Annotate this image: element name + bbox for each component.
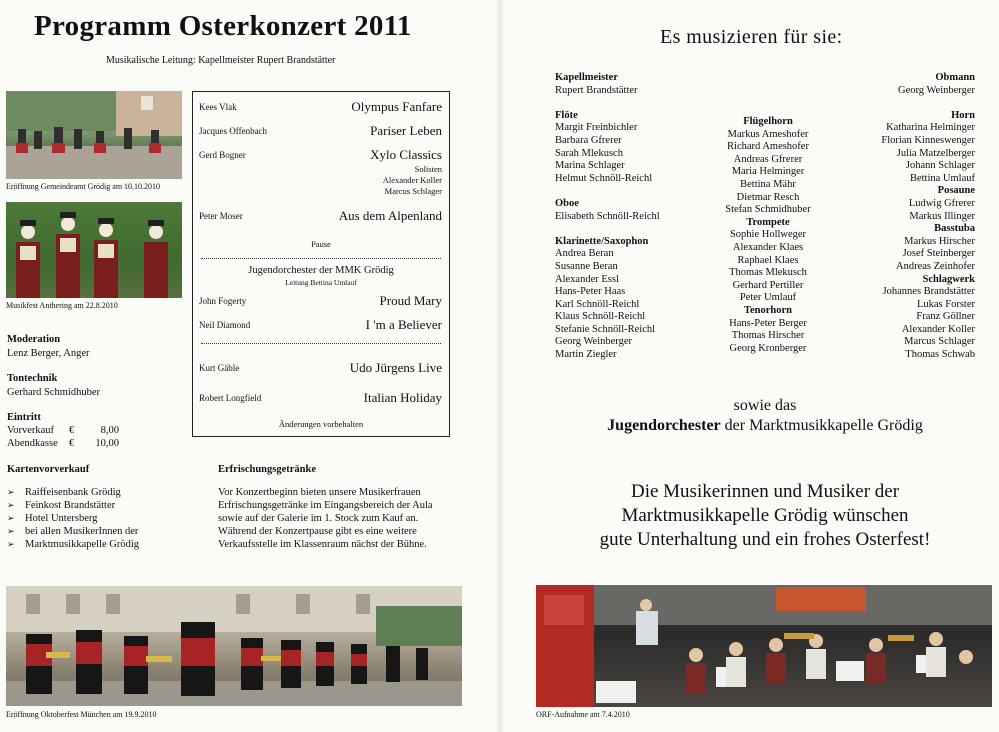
moderation-label: Moderation: [7, 334, 61, 345]
soloist: Marcus Schlager: [384, 186, 442, 196]
member-name: Thomas Mlekusch: [729, 267, 807, 279]
eintritt-label: Eintritt: [7, 412, 41, 423]
list-item: ➢ bei allen MusikerInnen der: [7, 525, 187, 538]
closing-wish: [540, 480, 990, 552]
section-heading: Oboe: [555, 197, 579, 209]
member-name: Martin Ziegler: [555, 349, 617, 361]
member-name: Raphael Klaes: [737, 254, 799, 266]
member-name: Josef Steinberger: [902, 248, 975, 260]
member-name: Alexander Essl: [555, 273, 619, 285]
member-name: Andrea Beran: [555, 248, 614, 260]
price-name: Vorverkauf: [7, 425, 55, 436]
erfrischung-label: Erfrischungsgetränke: [218, 464, 316, 475]
member-name: Marina Schlager: [555, 160, 625, 172]
member-name: Johann Schlager: [905, 160, 975, 172]
member-name: Sophie Hollweger: [729, 229, 807, 241]
dotted-divider: [201, 343, 441, 344]
price-currency: €: [69, 425, 75, 436]
section-heading: Kapellmeister: [555, 72, 618, 83]
list-item-text: Marktmusikkapelle Grödig: [25, 539, 140, 550]
piece-title: Aus dem Alpenland: [338, 208, 442, 223]
member-name: Thomas Hirscher: [731, 330, 805, 342]
kartenvorverkauf-label: Kartenvorverkauf: [7, 464, 90, 475]
member-name: Lukas Forster: [916, 298, 975, 310]
page-fold: [496, 0, 504, 732]
composer: Jacques Offenbach: [199, 126, 268, 136]
orchestra-rehearsal-illustration: [536, 585, 992, 707]
member-name: Markus Illinger: [909, 210, 975, 222]
members-column-3: [850, 72, 975, 362]
piece-title: Proud Mary: [379, 293, 442, 308]
member-name: Barbara Gfrerer: [555, 134, 622, 146]
page-title: Programm Osterkonzert 2011: [34, 10, 412, 42]
price-row-vorverkauf: [7, 424, 119, 437]
price-row-abendkasse: [7, 437, 119, 450]
photo-orf-recording: [536, 585, 992, 707]
youth-orchestra-bold: Jugendorchester: [607, 417, 721, 434]
wish-line: Die Musikerinnen und Musiker der: [630, 481, 900, 502]
section-heading: Klarinette/Saxophon: [555, 235, 649, 247]
member-name: Alexander Klaes: [732, 241, 804, 253]
member-name: Johannes Brandstätter: [882, 286, 975, 298]
caption-gemeindeamt: Eröffnung Gemeindeamt Grödig am 10.10.2010: [6, 182, 161, 191]
member-name: Georg Kronberger: [729, 342, 807, 354]
member-name: Maria Helminger: [731, 166, 805, 178]
tontechnik-value: Gerhard Schmidhuber: [7, 387, 101, 398]
spacer: [555, 223, 660, 236]
soloist: Alexander Koller: [382, 175, 442, 185]
wish-line: Marktmusikkapelle Grödig wünschen: [621, 505, 909, 526]
section-heading: Obmann: [935, 72, 975, 83]
member-name: Franz Göllner: [916, 311, 975, 323]
musicians-illustration: [6, 202, 182, 298]
piece-title: Xylo Classics: [370, 147, 442, 162]
section-heading: Horn: [951, 109, 975, 121]
list-item-continuation: [7, 538, 187, 551]
composer: Robert Longfield: [199, 393, 262, 403]
list-item: ➢ Feinkost Brandstätter: [7, 499, 187, 512]
youth-orchestra-credit: [540, 417, 990, 435]
text-line: Verkaufsstelle im Klassenraum nächst der Bühne.: [218, 539, 427, 550]
member-name: Florian Kinneswenger: [881, 134, 975, 146]
member-name: Klaus Schnöll-Reichl: [555, 311, 646, 323]
parade-illustration: [6, 586, 462, 706]
member-name: Rupert Brandstätter: [555, 84, 638, 96]
member-name: Margit Freinbichler: [555, 122, 638, 134]
member-name: Thomas Schwab: [905, 349, 975, 361]
text-line: sowie auf der Galerie im 1. Stock zum Kauf an.: [218, 513, 419, 524]
piece-title: Olympus Fanfare: [351, 99, 442, 114]
member-name: Markus Hirscher: [904, 235, 975, 247]
spacer: [850, 97, 975, 110]
piece-title: I 'm a Believer: [365, 317, 442, 332]
composer: Gerd Bogner: [199, 150, 246, 160]
caption-orf: ORF-Aufnahme am 7.4.2010: [536, 710, 630, 719]
composer: Kees Vlak: [199, 102, 237, 112]
piece-title: Pariser Leben: [370, 123, 442, 138]
member-name: Georg Weinberger: [555, 336, 633, 348]
youth-leader: Leitung Bettina Umlauf: [285, 278, 357, 287]
piece-title: Udo Jürgens Live: [349, 360, 442, 375]
member-name: Julia Matzelberger: [896, 147, 975, 159]
member-name: Ludwig Gfrerer: [908, 197, 975, 209]
price-currency: €: [69, 438, 75, 449]
list-item: ➢ Hotel Untersberg: [7, 512, 187, 525]
member-name: Helmut Schnöll-Reichl: [555, 172, 653, 184]
spacer: [555, 185, 660, 198]
member-name: Stefan Schmidhuber: [725, 204, 811, 216]
member-name: Alexander Koller: [901, 323, 975, 335]
price-value: 10,00: [95, 438, 119, 449]
members-column-1: [555, 72, 660, 362]
list-item: ➢ Raiffeisenbank Grödig: [7, 486, 187, 499]
section-heading: Basstuba: [934, 223, 975, 235]
member-name: Hans-Peter Haas: [555, 286, 626, 298]
member-name: Hans-Peter Berger: [729, 317, 807, 329]
member-name: Sarah Mlekusch: [555, 147, 623, 159]
composer: Peter Moser: [199, 211, 243, 221]
section-heading: Tenorhorn: [743, 304, 793, 316]
member-name: Karl Schnöll-Reichl: [555, 298, 640, 310]
section-heading: Flügelhorn: [743, 116, 793, 127]
wish-line: gute Unterhaltung und ein frohes Osterfest!: [599, 529, 931, 550]
sowie-das: sowie das: [733, 397, 797, 414]
price-value: 8,00: [100, 425, 119, 436]
photo-oktoberfest: [6, 586, 462, 706]
photo-gemeindeamt: [6, 91, 182, 179]
caption-oktoberfest: Eröffnung Oktoberfest München am 19.9.2010: [6, 710, 157, 719]
members-column-2: [716, 116, 820, 355]
composer: Kurt Gäble: [199, 363, 240, 373]
section-heading: Trompete: [746, 216, 790, 228]
text-line: Vor Konzertbeginn bieten unsere Musikerfrauen: [218, 487, 421, 498]
member-name: Richard Ameshofer: [727, 141, 809, 153]
spacer: [555, 97, 660, 110]
member-name: Markus Ameshofer: [727, 128, 809, 140]
member-name: Katharina Helminger: [886, 122, 975, 134]
section-heading: Posaune: [937, 185, 975, 197]
program-box: [192, 91, 450, 437]
member-name: Stefanie Schnöll-Reichl: [555, 323, 656, 335]
musical-direction: Musikalische Leitung: Kapellmeister Rupert Brandstätter: [106, 55, 336, 66]
member-name: Andreas Gfrerer: [733, 153, 803, 165]
text-line: Während der Konzertpause gibt es eine weitere: [218, 526, 417, 537]
member-name: Susanne Beran: [555, 260, 618, 272]
member-name: Andreas Zeinhofer: [895, 260, 975, 272]
composer: Neil Diamond: [199, 320, 251, 330]
soloists-label: Solisten: [414, 164, 442, 174]
member-name: Bettina Mähr: [740, 178, 796, 190]
tontechnik-label: Tontechnik: [7, 373, 58, 384]
photo-anthering: [6, 202, 182, 298]
section-heading: Schlagwerk: [922, 273, 975, 285]
pause-label: Pause: [311, 239, 331, 249]
soloists: [383, 164, 442, 197]
moderation-value: Lenz Berger, Anger: [7, 348, 90, 359]
piece-title: Italian Holiday: [363, 390, 442, 405]
dotted-divider: [201, 258, 441, 259]
band-photo-illustration: [6, 91, 182, 179]
member-name: Dietmar Resch: [736, 191, 800, 203]
erfrischung-text: [218, 486, 458, 551]
composer: John Fogerty: [199, 296, 247, 306]
member-name: Peter Umlauf: [739, 292, 797, 304]
price-name: Abendkasse: [7, 438, 58, 449]
text-line: Erfrischungsgetränke im Eingangsbereich der Aula: [218, 500, 433, 511]
youth-orchestra-rest: der Marktmusikkapelle Grödig: [720, 417, 923, 434]
changes-reserved: Änderungen vorbehalten: [278, 419, 364, 429]
member-name: Georg Weinberger: [897, 84, 975, 96]
member-name: Gerhard Pertiller: [732, 279, 804, 291]
kartenvorverkauf-list: [7, 486, 187, 551]
youth-orchestra: Jugendorchester der MMK Grödig: [248, 265, 394, 276]
member-name: Elisabeth Schnöll-Reichl: [555, 210, 660, 222]
member-name: Bettina Umlauf: [909, 172, 975, 184]
member-name: Marcus Schlager: [904, 336, 975, 348]
caption-anthering: Musikfest Anthering am 22.8.2010: [6, 301, 118, 310]
members-heading: Es musizieren für sie:: [660, 26, 843, 48]
section-heading: Flöte: [555, 109, 578, 121]
